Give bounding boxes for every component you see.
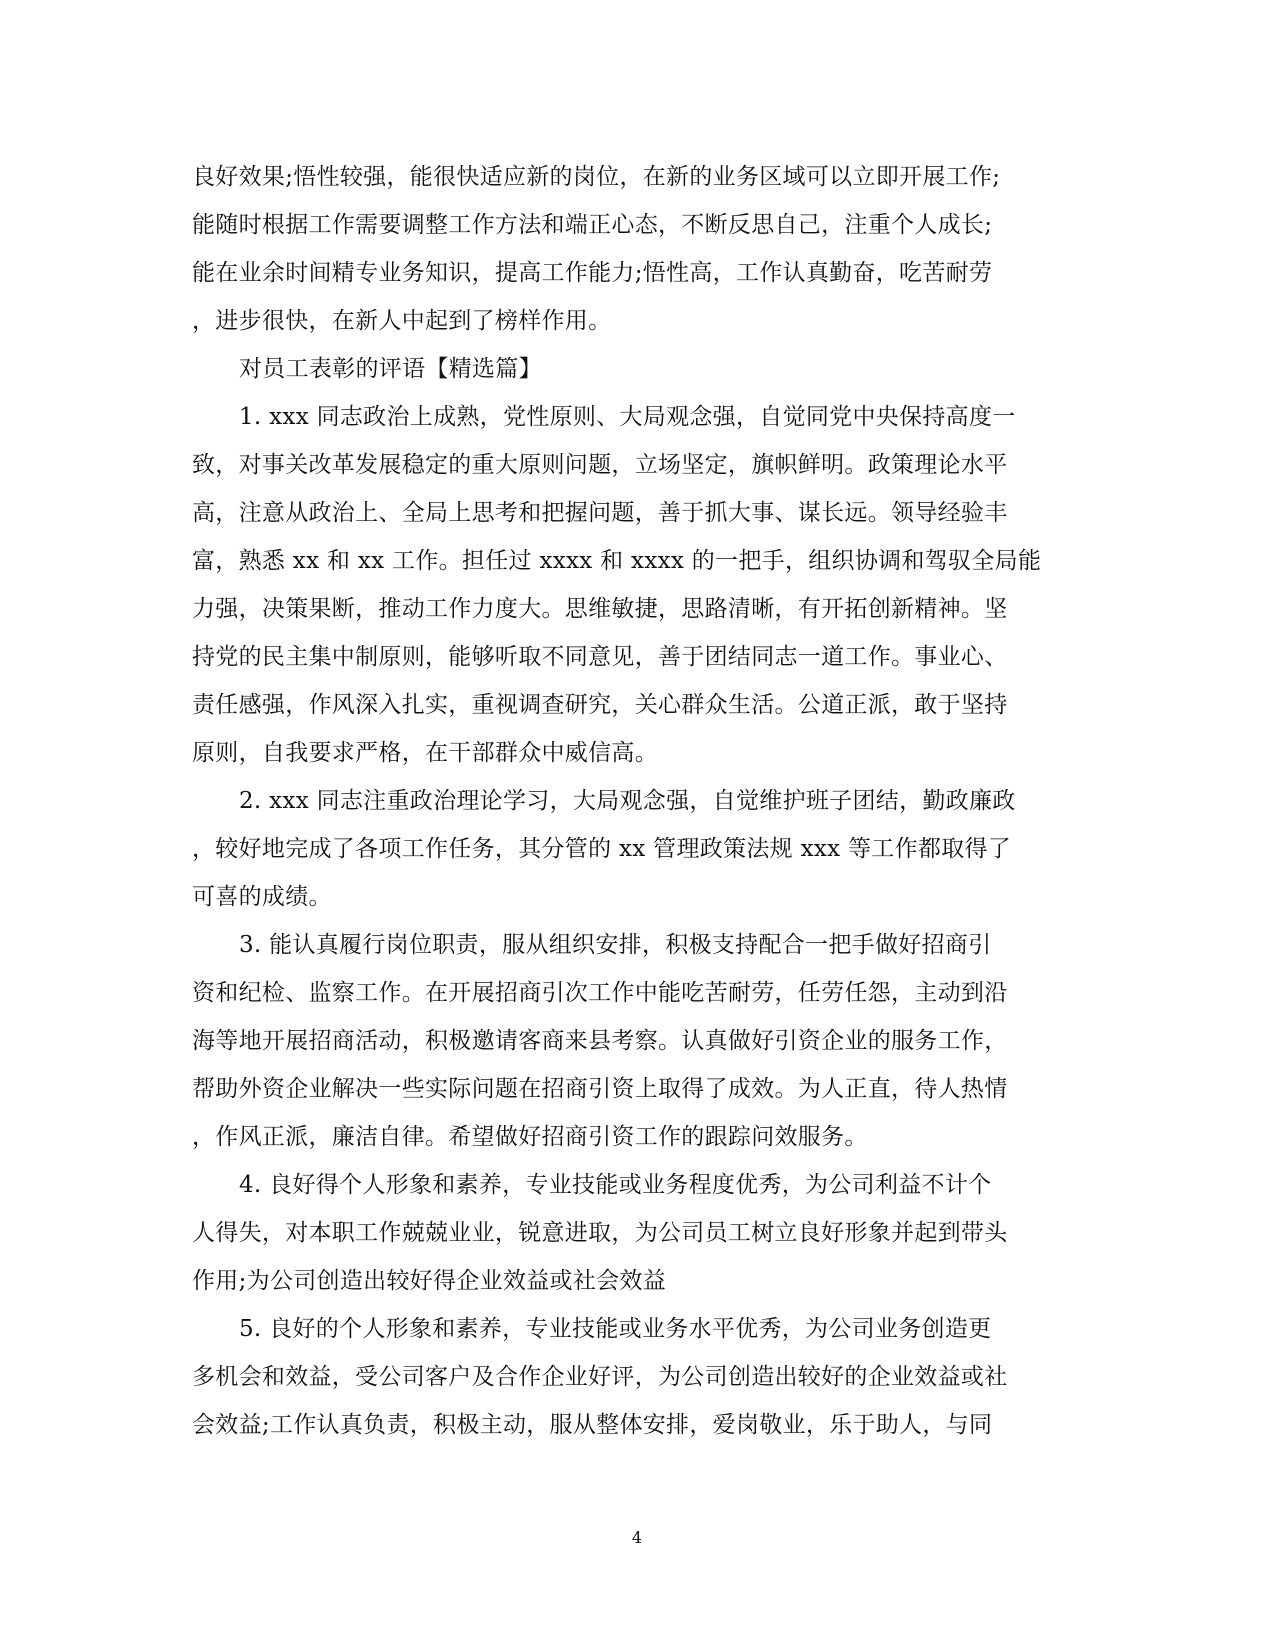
text-line: 能在业余时间精专业务知识，提高工作能力;悟性高，工作认真勤奋，吃苦耐劳 — [192, 260, 993, 286]
text-line: 3. 能认真履行岗位职责，服从组织安排，积极支持配合一把手做好招商引 — [239, 932, 992, 958]
text-line: 责任感强，作风深入扎实，重视调查研究，关心群众生活。公道正派，敢于坚持 — [192, 692, 1008, 718]
text-line: 会效益;工作认真负责，积极主动，服从整体安排，爱岗敬业，乐于助人，与同 — [192, 1412, 993, 1438]
text-line: 资和纪检、监察工作。在开展招商引次工作中能吃苦耐劳，任劳任怨，主动到沿 — [192, 980, 1008, 1006]
text-line: 对员工表彰的评语【精选篇】 — [239, 356, 542, 382]
text-line: 帮助外资企业解决一些实际问题在招商引资上取得了成效。为人正直，待人热情 — [192, 1076, 1008, 1102]
text-line: 可喜的成绩。 — [192, 884, 332, 910]
text-line: 1. xxx 同志政治上成熟，党性原则、大局观念强，自觉同党中央保持高度一 — [239, 404, 1016, 430]
text-line: 良好效果;悟性较强，能很快适应新的岗位，在新的业务区域可以立即开展工作; — [192, 164, 1001, 190]
text-line: 2. xxx 同志注重政治理论学习，大局观念强，自觉维护班子团结，勤政廉政 — [239, 788, 1016, 814]
text-line: 能随时根据工作需要调整工作方法和端正心态，不断反思自己，注重个人成长; — [192, 212, 993, 238]
text-line: 高，注意从政治上、全局上思考和把握问题，善于抓大事、谋长远。领导经验丰 — [192, 500, 1008, 526]
text-line: ，作风正派，廉洁自律。希望做好招商引资工作的跟踪问效服务。 — [192, 1124, 868, 1150]
text-line: 致，对事关改革发展稳定的重大原则问题，立场坚定，旗帜鲜明。政策理论水平 — [192, 452, 1008, 478]
text-line: 力强，决策果断，推动工作力度大。思维敏捷，思路清晰，有开拓创新精神。坚 — [192, 596, 1008, 622]
text-line: 海等地开展招商活动，积极邀请客商来县考察。认真做好引资企业的服务工作， — [192, 1028, 1008, 1054]
text-line: 富，熟悉 xx 和 xx 工作。担任过 xxxx 和 xxxx 的一把手，组织协调和驾驭全局能 — [192, 548, 1042, 574]
text-line: ，较好地完成了各项工作任务，其分管的 xx 管理政策法规 xxx 等工作都取得了 — [192, 836, 1012, 862]
text-line: 作用;为公司创造出较好得企业效益或社会效益 — [192, 1268, 667, 1294]
text-line: 持党的民主集中制原则，能够听取不同意见，善于团结同志一道工作。事业心、 — [192, 644, 1008, 670]
text-line: 多机会和效益，受公司客户及合作企业好评，为公司创造出较好的企业效益或社 — [192, 1364, 1008, 1390]
document-body — [192, 153, 1064, 1449]
text-line: 5. 良好的个人形象和素养，专业技能或业务水平优秀，为公司业务创造更 — [239, 1316, 992, 1342]
text-line: 人得失，对本职工作兢兢业业，锐意进取，为公司员工树立良好形象并起到带头 — [192, 1220, 1008, 1246]
text-line: ，进步很快，在新人中起到了榜样作用。 — [192, 308, 612, 334]
page-number: 4 — [631, 1528, 643, 1547]
text-line: 原则，自我要求严格，在干部群众中威信高。 — [192, 740, 658, 766]
text-line: 4. 良好得个人形象和素养，专业技能或业务程度优秀，为公司利益不计个 — [239, 1172, 992, 1198]
